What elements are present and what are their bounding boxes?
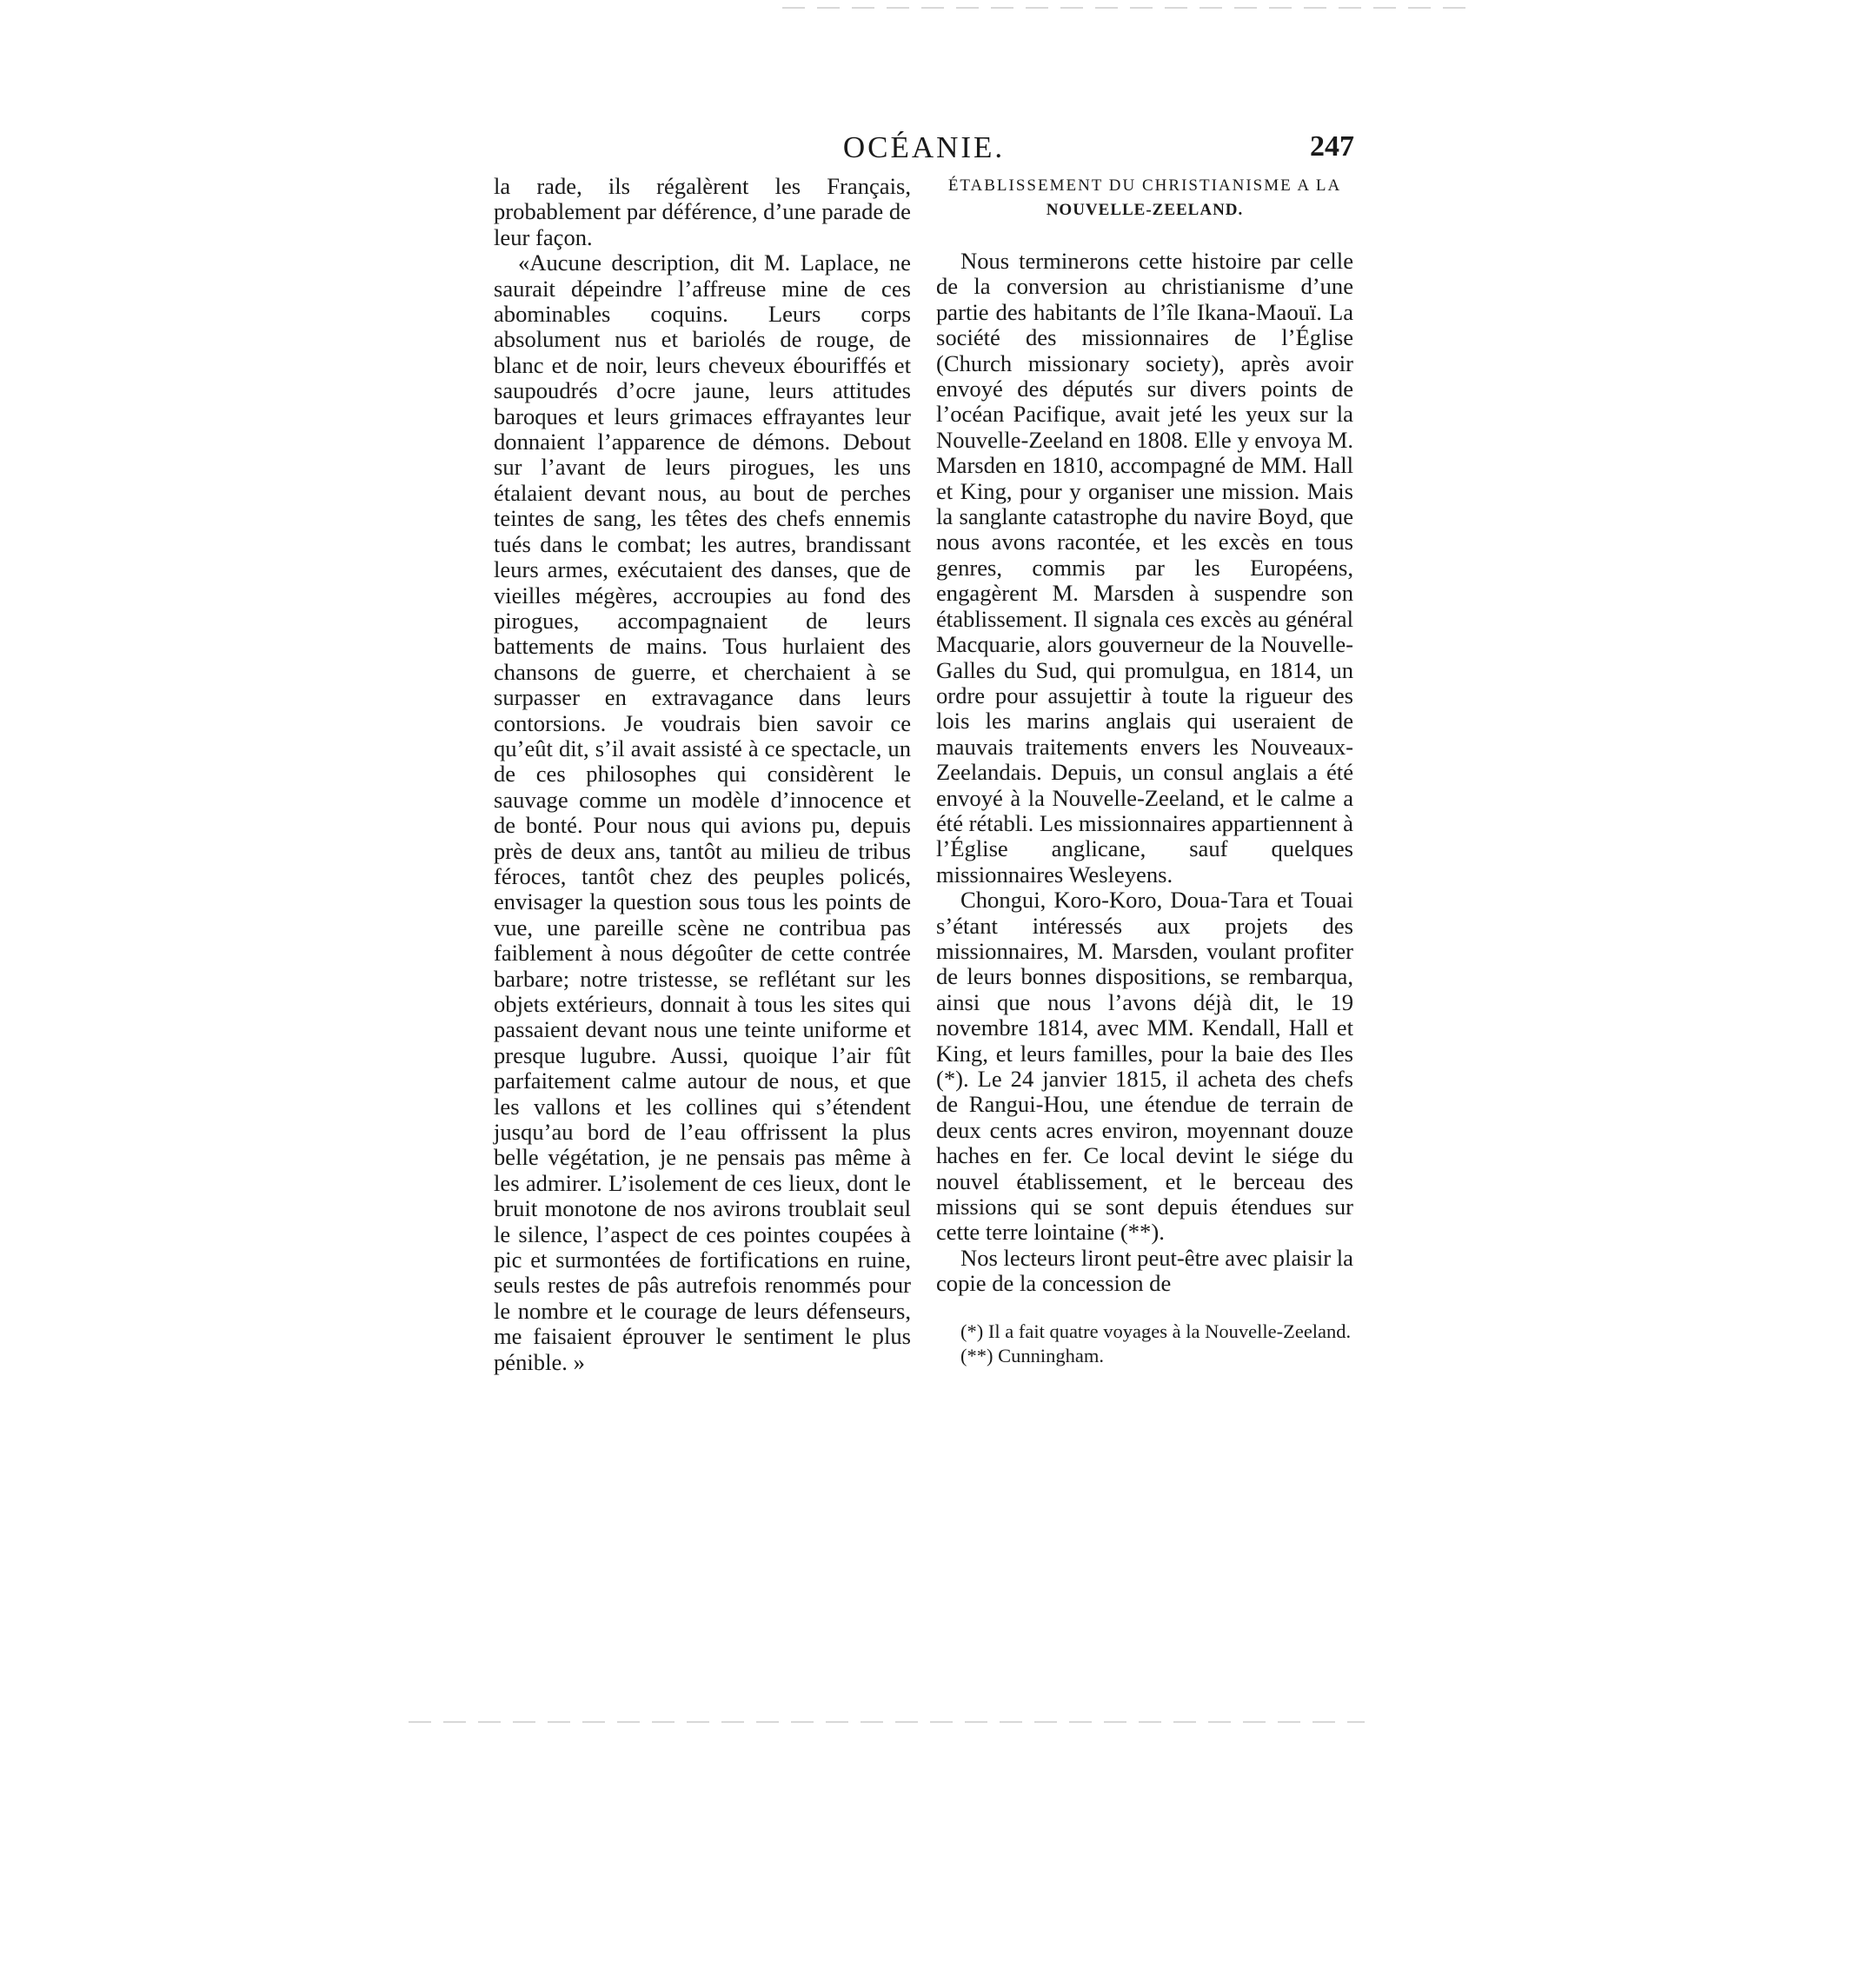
section-title-line1: ÉTABLISSEMENT DU CHRISTIANISME A LA — [947, 176, 1342, 195]
paragraph: Nous terminerons cette histoire par celle de la conversion au christianisme d’une partie des habitants de l’île Ikana-Maouï. La société des missionnaires de l’Église (Church missionary society), après avoir envoyé des députés sur divers points de l’océan Pacifique, avait jeté les yeux sur la Nouvelle-Zeeland en 1808. Elle y envoya M. Marsden en 1810, accompagné de MM. Hall et King, pour y organiser une mission. Mais la sanglante catastrophe du navire Boyd, que nous avons racontée, et les excès en tous genres, commis par les Européens, engagèrent M. Marsden à suspendre son établissement. Il signala ces excès au général Macquarie, alors gouverneur de la Nouvelle-Galles du Sud, qui promulgua, en 1814, un ordre pour assujettir à toute la rigueur des lois les marins anglais qui useraient de mauvais traitements envers les Nouveaux-Zeelandais. Depuis, un consul anglais a été envoyé à la Nouvelle-Zeeland, et le calme a été rétabli. Les missionnaires appartiennent à l’Église anglicane, sauf quelques missionnaires Wesleyens. — [936, 248, 1354, 888]
scan-artifact-top — [782, 7, 1478, 9]
scan-artifact-bottom — [409, 1721, 1365, 1723]
section-title — [936, 174, 1353, 223]
section-title-line2: NOUVELLE-ZEELAND. — [1046, 201, 1244, 219]
page-header — [494, 130, 1354, 174]
right-column — [936, 174, 1353, 1368]
paragraph: la rade, ils régalèrent les Français, probablement par déférence, d’une parade de leur façon. — [494, 173, 911, 250]
footnotes — [936, 1320, 1353, 1368]
page-number: 247 — [1310, 130, 1354, 163]
paragraph: Nos lecteurs liront peut-être avec plaisir la copie de la concession de — [936, 1244, 1353, 1297]
footnote: (**) Cunningham. — [960, 1344, 1104, 1366]
left-column — [494, 174, 911, 1375]
paragraph: «Aucune description, dit M. Laplace, ne saurait dépeindre l’affreuse mine de ces abominables coquins. Leurs corps absolument nus et bariolés de rouge, de blanc et de noir, leurs cheveux ébouriffés et saupoudrés d’ocre jaune, leurs attitudes baroques et leurs grimaces effrayantes leur donnaient l’apparence de démons. Debout sur l’avant de leurs pirogues, les uns étalaient devant nous, au bout de perches teintes de sang, les têtes des chefs ennemis tués dans le combat; les autres, brandissant leurs armes, exécutaient des danses, que de vieilles mégères, accroupies au fond des pirogues, accompagnaient de leurs battements de mains. Tous hurlaient des chansons de guerre, et cherchaient à se surpasser en extravagance dans leurs contorsions. Je voudrais bien savoir ce qu’eût dit, s’il avait assisté à ce spectacle, un de ces philosophes qui considèrent le sauvage comme un modèle d’innocence et de bonté. Pour nous qui avions pu, depuis près de deux ans, tantôt au milieu de tribus féroces, tantôt chez des peuples policés, envisager la question sous tous les points de vue, une pareille scène ne contribua pas faiblement à nous dégoûter de cette contrée barbare; notre tristesse, se reflétant sur les objets extérieurs, donnait à tous les sites qui passaient devant nous une teinte uniforme et presque lugubre. Aussi, quoique l’air fût parfaitement calme autour de nous, et que les vallons et les collines qui s’étendent jusqu’au bord de l’eau offrissent la plus belle végétation, je ne pensais pas même à les admirer. L’isolement de ces lieux, dont le bruit monotone de nos avirons troublait seul le silence, l’aspect de ces pointes coupées à pic et surmontées de fortifications en ruine, seuls restes de pâs autrefois renommés pour le nombre et le courage de leurs défenseurs, me faisaient éprouver le sentiment le plus pénible. » — [494, 249, 911, 1375]
footnote: (*) Il a fait quatre voyages à la Nouvelle-Zeeland. — [960, 1320, 1352, 1342]
paragraph: Chongui, Koro-Koro, Doua-Tara et Touai s’étant intéressés aux projets des missionnaires, M. Marsden, voulant profiter de leurs bonnes dispositions, se rembarqua, ainsi que nous l’avons déjà dit, le 19 novembre 1814, avec MM. Kendall, Hall et King, et leurs familles, pour la baie des Iles (*). Le 24 janvier 1815, il acheta des chefs de Rangui-Hou, une étendue de terrain de deux cents acres environ, moyennant douze haches en fer. Ce local devint le siége du nouvel établissement, et le berceau des missions qui se sont depuis étendues sur cette terre lointaine (**). — [936, 887, 1353, 1246]
running-head: OCÉANIE. — [842, 130, 1006, 164]
